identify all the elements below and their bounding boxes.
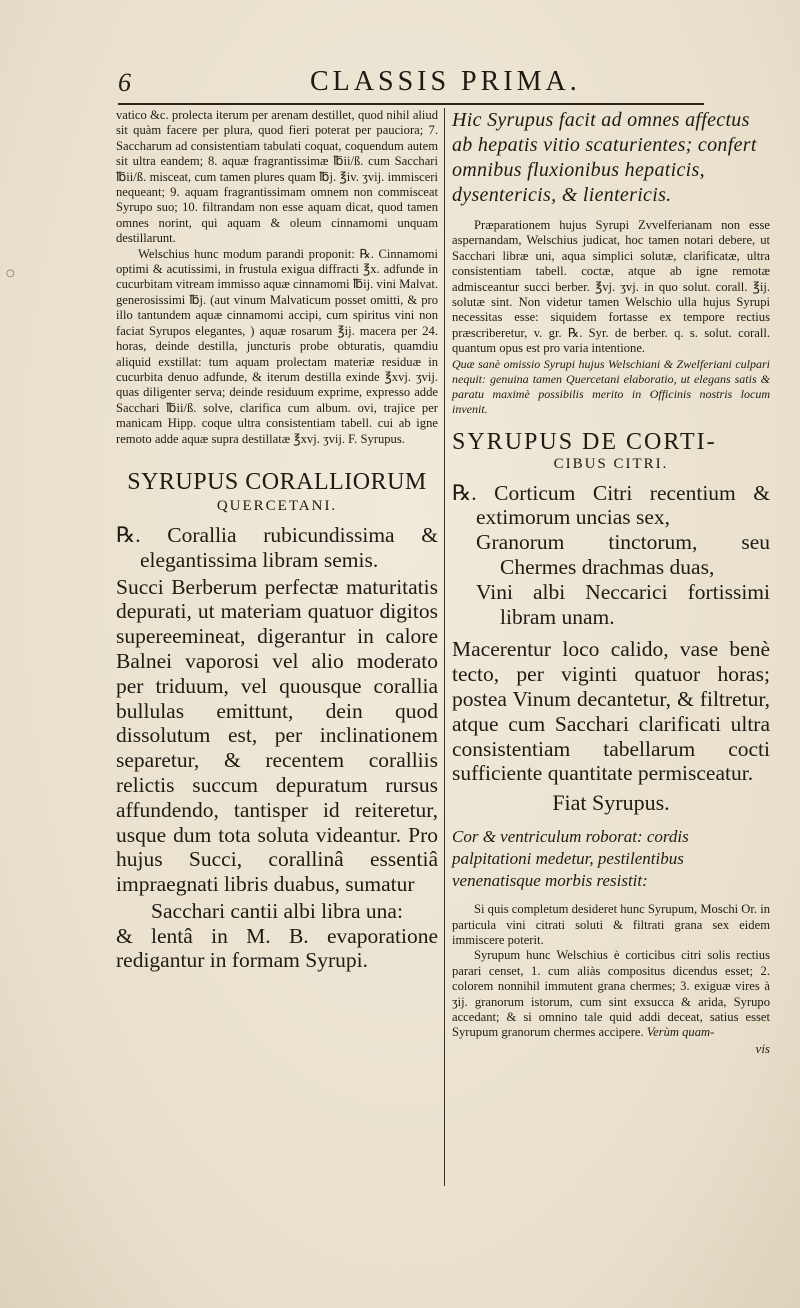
right-paragraph-3-text: Syrupum hunc Welschius è corticibus citri solis rectius parari censet, 1. cum aliàs compositus dicendus esset; 2. colorem nonnihil immutent grana chermes; 3. exiguæ vires à ʒij. granorum istorum, cum sint exsucca & arida, Syrupo accedant; & si omnino tale quid addi deceat, satius esset Syrupum granorum chermes accipere. (452, 948, 770, 1040)
recipe-line-corticum: ℞. Corticum Citri recentium & extimorum uncias sex, (452, 480, 770, 530)
recipe-line-corallia: ℞. Corallia rubicundissima & elegantissima libram semis. (116, 522, 438, 572)
running-title: CLASSIS PRIMA. (310, 66, 581, 97)
page-number: 6 (118, 68, 131, 97)
right-italic-virtues: Cor & ventriculum roborat: cordis palpitationi medetur, pestilentibus venenatisque morbis resistit: (452, 827, 689, 891)
page-header (110, 62, 690, 102)
right-paragraph-1: Præparationem hujus Syrupi Zvvelferianam non esse aspernandam, Welschius judicat, hoc tamen notari debere, ut Sacchari libræ uni, aqua simplici solutæ, clarificatæ, ultra consistentiam tabell. coctæ, atque ab igne remotæ admisceantur succi berber. ℥vj. ʒvj. in quo solut. corall. ℥ij. solutæ sint. Non videtur tamen Welschio ulla hujus Syrupi necessitas esse: siquidem fortasse ex tempore rectius præscriberetur, v. gr. ℞. Syr. de berber. q. s. solut. corall. quantum opus est pro varia intentione. (452, 218, 770, 356)
recipe-body-left: Succi Berberum perfectæ maturitatis depurati, ut materiam quatuor digitos supereemineat, digerantur in calore Balnei vaporosi vel alio moderato per triduum, vel quousque corallia bullulas emittunt, dein quod dissolutum est, per inclinationem separetur, & recentem coralliis relictis succum depuratum rursus affundendo, tantisper id reiteretur, usque dum tota soluta videantur. Pro hujus Succi, corallinâ essentiâ impraegnati libris duabus, sumatur (116, 574, 438, 897)
section-title-coralliorum: SYRUPUS CORALLIORUM (127, 468, 427, 495)
recipe-sacchari: Sacchari cantii albi libra una: (151, 898, 403, 923)
right-paragraph-3-italic: Verùm quam- (646, 1025, 715, 1040)
header-rule (118, 103, 704, 105)
margin-mark: ○ (6, 268, 15, 279)
right-column (452, 108, 770, 1057)
recipe-lenta: & lentâ in M. B. evaporatione redigantur in formam Syrupi. (116, 923, 438, 973)
section-subtitle-quercetani: QUERCETANI. (216, 497, 338, 514)
recipe-line-granorum: Granorum tinctorum, seu Chermes drachmas duas, (476, 530, 770, 580)
right-italic-lead: Hic Syrupus facit ad omnes affectus ab hepatis vitio scaturientes; confert omnibus fluxionibus hepaticis, dysentericis, & lientericis. (452, 109, 757, 206)
recipe-line-vini: Vini albi Neccarici fortissimi libram unam. (476, 579, 770, 629)
recipe-body-right: Macerentur loco calido, vase benè tecto, per viginti quatuor horas; postea Vinum decantetur, & filtretur, atque cum Sacchari clarificati ultra consistentiam tabellarum cocti sufficiente quantitate permisceatur. (452, 637, 770, 786)
column-divider (444, 108, 445, 1186)
fiat-syrupus: Fiat Syrupus. (552, 790, 670, 816)
catchword: vis (755, 1040, 770, 1056)
right-paragraph-3 (452, 948, 770, 1040)
right-paragraph-1-italic: Quæ sanè omissio Syrupi hujus Welschiani & Zwelferiani culpari nequit: genuina tamen Quercetani elaboratio, ut elegans satis & paratu maximè possibilis merito in Officinis nostris locum invenit. (452, 356, 770, 416)
section-title-corticibus: SYRUPUS DE CORTI- (452, 428, 717, 455)
left-paragraph-1: vatico &c. prolecta iterum per arenam destillet, quod nihil aliud sit quàm facere per plura, quod fieri poterat per pauciora; 7. Saccharum ad consistentiam tabulati coquat, coquendum autem sit ultra eandem; 8. aquæ fragrantissimæ ℔ii/ß. cum Sacchari ℔ii/ß. misceat, cum tamen plures quam ℔j. ℥iv. ʒvij. immisceri nequeant; 9. aquam fragrantissimam omnem non commisceat Syrupo suo; 10. filtrandam non esse aquam dicat, quod tamen omnes norint, qui aquam & oleum cinnamomi unquam destillarunt. (116, 108, 438, 246)
right-paragraph-2: Si quis completum desideret hunc Syrupum, Moschi Or. in particula vini citrati soluti & filtrati grana sex eidem immiscere poterit. (452, 902, 770, 948)
left-paragraph-2: Welschius hunc modum parandi proponit: ℞. Cinnamomi optimi & acutissimi, in frustula exigua diffracti ℥x. adfunde in cucurbitam vitream immisso aquæ cinnamomi ℔ij. vini Malvat. generosissimi ℔j. (aut vinum Malvaticum posset omitti, & pro illo tantundem aquæ cinnamomi accipi, cum spiritus vini non faciat Syrupos elegantes, ) aquæ rosarum ℥ij. macera per 24. horas, deinde destilla, juncturis probe obturatis, quamdiu aliquid exstillat: tum aquam prolectam materiæ residuæ in cucurbita denuo adfunde, & iterum destilla exinde ℥xvj. ʒvij. quas diligenter serva; deinde residuum exprime, expresso adde Sacchari ℔ii/ß. solve, clarifica cum album. ovi, trajice per manicam Hipp. coque ultra consistentiam tabell. cui ab igne remoto adde aquæ supra destillatæ ℥xvj. ʒvij. F. Syrupus. (116, 246, 438, 446)
left-column (116, 108, 438, 973)
section-subtitle-citri: CIBUS CITRI. (553, 455, 669, 472)
